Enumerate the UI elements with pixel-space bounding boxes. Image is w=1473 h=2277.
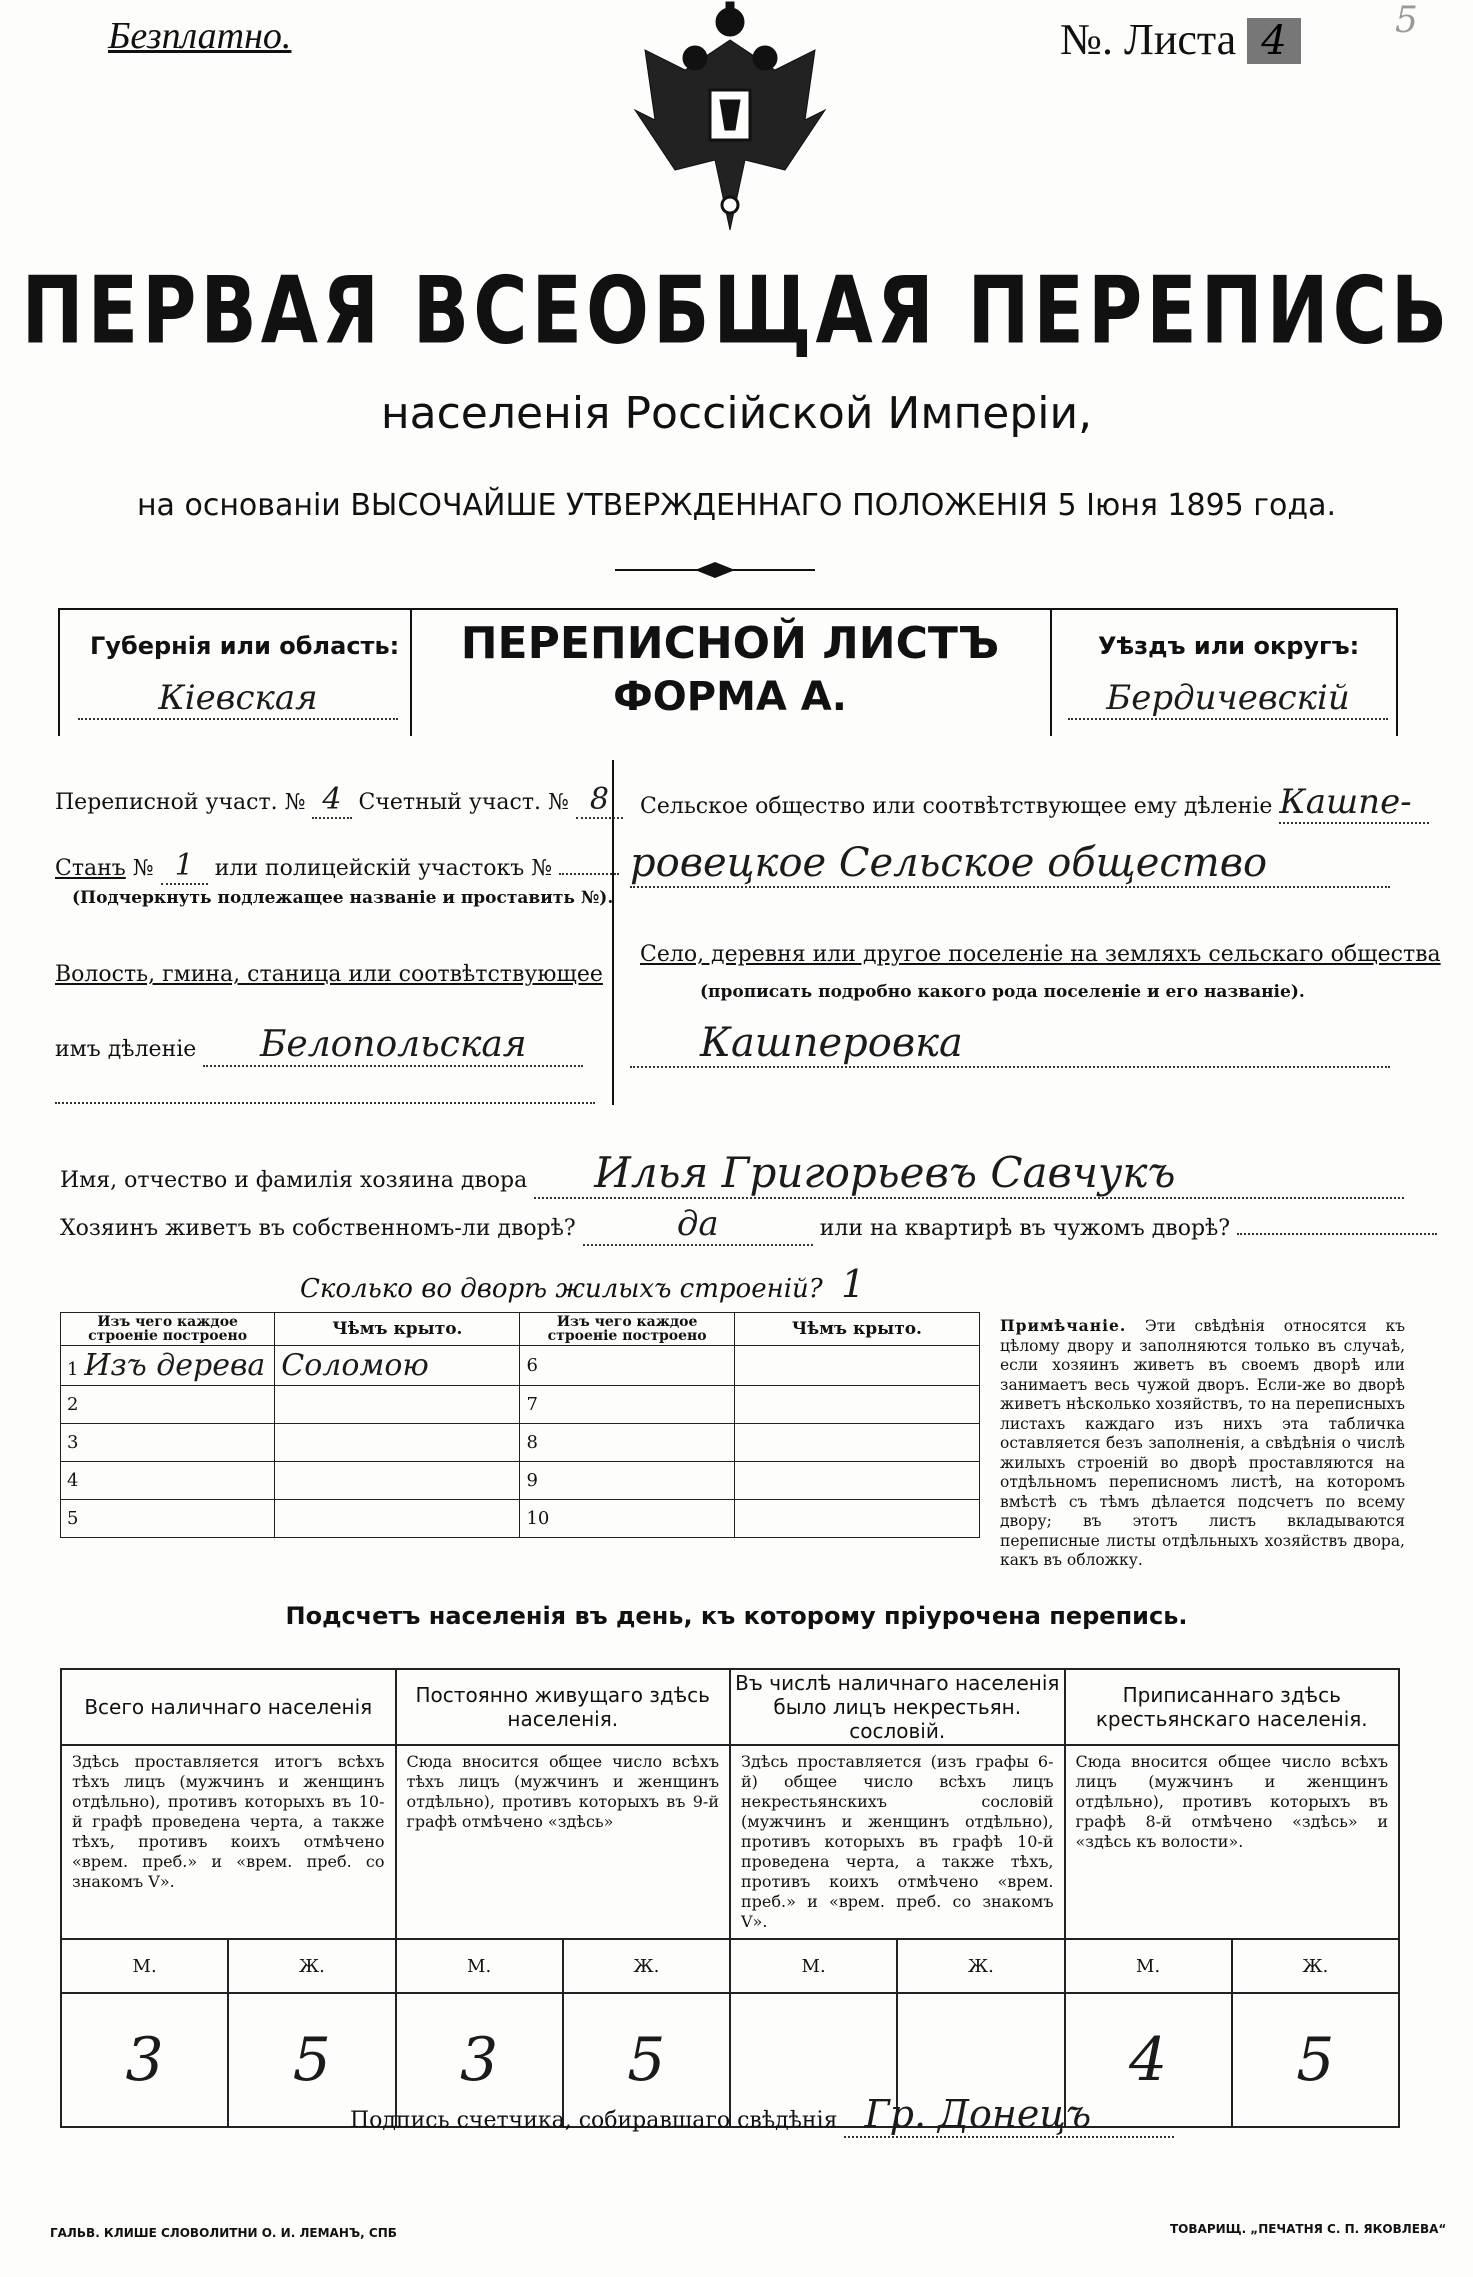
village-note: (прописать подробно какого рода поселеніе и его названіе). [700,982,1305,1002]
footer-right: ТОВАРИЩ. „ПЕЧАТНЯ С. П. ЯКОВЛЕВА“ [1170,2222,1447,2236]
volost-value: Белопольская [203,1024,583,1067]
table-row [61,1386,980,1424]
cell-roof [275,1462,520,1500]
village-label-text: Село, деревня или другое поселеніе на земляхъ сельскаго общества [640,942,1441,967]
population-col-desc: Сюда вносится общее число всѣхъ тѣхъ лицъ (мужчинъ и женщинъ отдѣльно), противъ которыхъ въ 9-й графѣ отмѣчено «здѣсь» [396,1745,731,1939]
own-yard-row [60,1204,1437,1246]
note-label: Примѣчаніе. [1000,1316,1127,1335]
form-title: ПЕРЕПИСНОЙ ЛИСТЪ [460,618,1000,669]
owner-name-label: Имя, отчество и фамилія хозяина двора [60,1168,528,1193]
cell-material: 5 [61,1500,275,1538]
col-material-left: Изъ чего каждое строеніе построено [61,1313,275,1346]
buildings-label: Сколько во дворѣ жилыхъ строеній? [300,1274,823,1304]
police-label: или полицейскій участокъ № [214,856,553,881]
stan-label: Станъ [55,856,126,881]
volost-label-2: имъ дѣленіе [55,1037,197,1062]
cell-material: 2 [61,1386,275,1424]
page-subtitle: населенія Россійской Имперіи, [380,388,1093,439]
buildings-table [60,1312,980,1538]
population-col-header: Приписаннаго здѣсь крестьянскаго населенія. [1065,1669,1400,1745]
table-row [61,1424,980,1462]
signature-value: Гр. Донецъ [844,2092,1174,2138]
cell-roof [275,1386,520,1424]
note-text: Эти свѣдѣнія относятся къ цѣлому двору и заполняются только въ случаѣ, если хозяинъ живетъ въ своемъ дворѣ или занимаетъ весь чужой дворъ. Если-же во дворѣ живетъ нѣсколько хозяйствъ, то на переписныхъ листахъ каждаго изъ нихъ эта табличка оставляется безъ заполненія, а свѣдѣнія о числѣ жилыхъ строеній во дворѣ проставляются на отдѣльномъ переписномъ листѣ, на которомъ вмѣстѣ съ тѣмъ дѣлается подсчетъ по всему двору; въ этотъ листъ вкладываются переписные листы отдѣльныхъ хозяйствъ двора, какъ въ обложку. [1000,1317,1405,1569]
population-col-header: Постоянно живущаго здѣсь населенія. [396,1669,731,1745]
form-header-box [58,608,1398,736]
col-roof-left: Чѣмъ крыто. [275,1313,520,1346]
society-label: Сельское общество или соотвѣтствующее ему дѣленіе [640,794,1273,819]
province-label: Губернія или область: [90,632,400,660]
owner-name-value: Илья Григорьевъ Савчукъ [534,1148,1404,1199]
cell-material: 4 [61,1462,275,1500]
census-section-label: Переписной участ. № [55,790,306,815]
form-type: ФОРМА А. [613,674,847,720]
volost-row [55,1024,583,1067]
ornament-divider [615,560,815,580]
cell-material: 1 Изъ дерева [61,1346,275,1386]
female-header: Ж. [228,1939,395,1993]
district-label: Уѣздъ или округъ: [1098,632,1360,660]
note-block [1000,1316,1405,1571]
male-header: М. [1065,1939,1232,1993]
cell-roof [734,1386,979,1424]
cell-roof [734,1346,979,1386]
village-label [640,942,1441,967]
imperial-eagle-emblem [615,0,845,240]
buildings-value: 1 [840,1262,866,1306]
census-section-value: 4 [312,782,351,819]
col-roof-right: Чѣмъ крыто. [734,1313,979,1346]
counting-section-label: Счетный участ. № [358,790,569,815]
female-header: Ж. [563,1939,730,1993]
society-value-1: Кашпе- [1279,782,1429,824]
female-count: 5 [563,1993,730,2127]
cell-material: 6 [520,1346,734,1386]
society-row [640,782,1429,824]
rented-label: или на квартирѣ въ чужомъ дворѣ? [819,1216,1231,1241]
census-section-row [55,782,623,817]
volost-label-text: Волость, гмина, станица или соотвѣтствующее [55,962,603,987]
footer-left: ГАЛЬВ. КЛИШЕ СЛОВОЛИТНИ О. И. ЛЕМАНЪ, СПБ [50,2226,397,2240]
page-title: ПЕРВАЯ ВСЕОБЩАЯ ПЕРЕПИСЬ [21,257,1452,365]
legal-basis: на основаніи ВЫСОЧАЙШЕ УТВЕРЖДЕННАГО ПОЛОЖЕНІЯ 5 Іюня 1895 года. [136,488,1337,523]
volost-extra-line [55,1100,595,1104]
population-col-header: Всего наличнаго населенія [61,1669,396,1745]
population-col-desc: Сюда вносится общее число всѣхъ лицъ (мужчинъ и женщинъ отдѣльно), противъ которыхъ въ графѣ 8-й отмѣчено «здѣсь» и «здѣсь къ волости». [1065,1745,1400,1939]
male-header: М. [61,1939,228,1993]
rented-value [1237,1233,1437,1235]
cell-roof [734,1462,979,1500]
cell-roof [734,1424,979,1462]
cell-roof: Соломою [275,1346,520,1386]
province-value: Кіевская [78,678,398,720]
male-header: М. [730,1939,897,1993]
male-count: 3 [396,1993,563,2127]
underline-note: (Подчеркнуть подлежащее названіе и проставить №). [72,888,614,908]
female-header: Ж. [1232,1939,1399,1993]
table-row [61,1500,980,1538]
col-material-right: Изъ чего каждое строеніе построено [520,1313,734,1346]
stan-value: 1 [161,848,208,885]
sheet-number-caption: №. Листа [1060,15,1237,64]
signature-label: Подпись счетчика, собиравшаго свѣдѣнія [350,2108,838,2133]
own-yard-label: Хозяинъ живетъ въ собственномъ-ли дворѣ? [60,1216,576,1241]
table-row [61,1346,980,1386]
population-table [60,1668,1400,2128]
table-row [61,1462,980,1500]
stan-no-label: № [132,856,154,881]
signature-row [350,2092,1174,2138]
counting-section-value: 8 [576,782,623,819]
cell-roof [734,1500,979,1538]
free-label: Безплатно. [108,15,292,57]
population-col-header: Въ числѣ наличнаго населенія было лицъ некрестьян. сословій. [730,1669,1065,1745]
cell-material: 10 [520,1500,734,1538]
sheet-number-value: 4 [1247,18,1300,64]
village-value: Кашперовка [630,1020,1390,1068]
cell-roof [275,1500,520,1538]
own-yard-value: да [583,1204,813,1246]
cell-material: 9 [520,1462,734,1500]
female-header: Ж. [897,1939,1064,1993]
male-count: 4 [1065,1993,1232,2127]
corner-number: 5 [1395,0,1418,41]
cell-material: 8 [520,1424,734,1462]
buildings-row [300,1262,865,1306]
stan-row [55,848,619,883]
district-value: Бердичевскій [1068,678,1388,720]
society-value-2: ровецкое Сельское общество [630,840,1390,888]
police-value [559,873,619,875]
cell-roof [275,1424,520,1462]
population-title: Подсчетъ населенія въ день, къ которому пріурочена перепись. [285,1602,1188,1630]
female-count: 5 [228,1993,395,2127]
female-count: 5 [1232,1993,1399,2127]
cell-material: 7 [520,1386,734,1424]
sheet-number-label [1060,14,1301,65]
male-count: 3 [61,1993,228,2127]
volost-label [55,962,603,987]
population-col-desc: Здѣсь проставляется (изъ графы 6-й) общее число всѣхъ лицъ некрестьянскихъ сословій (мужчинъ и женщинъ отдѣльно), противъ которыхъ въ графѣ 10-й проведена черта, а также тѣхъ, противъ коихъ отмѣчено «врем. преб.» и «врем. преб. со знакомъ V». [730,1745,1065,1939]
male-header: М. [396,1939,563,1993]
owner-row [60,1148,1404,1199]
population-col-desc: Здѣсь проставляется итогъ всѣхъ тѣхъ лицъ (мужчинъ и женщинъ отдѣльно), противъ которыхъ въ 10-й графѣ проведена черта, а также тѣхъ, противъ коихъ отмѣчено «врем. преб.» и «врем. преб. со знакомъ V». [61,1745,396,1939]
cell-material: 3 [61,1424,275,1462]
